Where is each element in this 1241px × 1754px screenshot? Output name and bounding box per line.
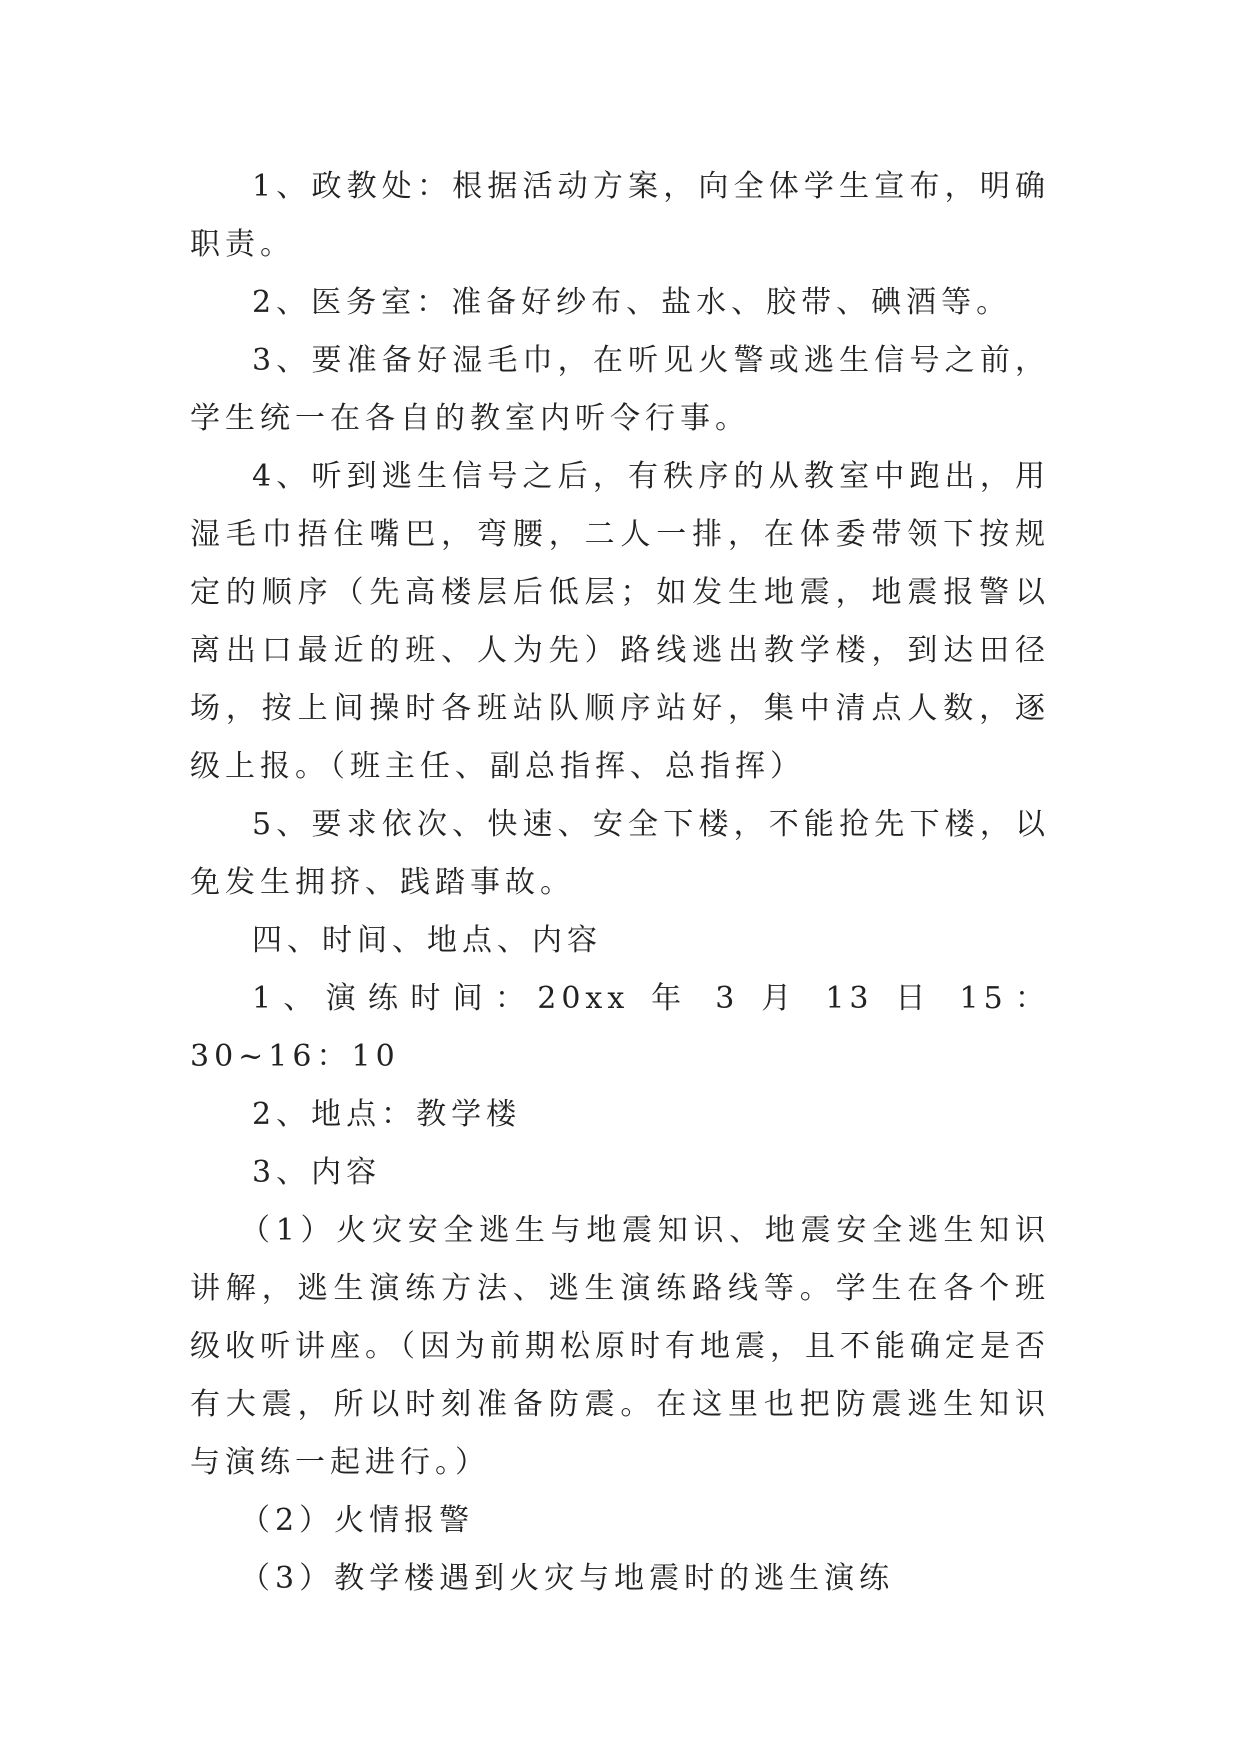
paragraph-safety-requirement: 5、要求依次、快速、安全下楼，不能抢先下楼，以免发生拥挤、践踏事故。: [190, 807, 1050, 900]
paragraph-content-item-3: （3）教学楼遇到火灾与地震时的逃生演练: [240, 1561, 895, 1596]
paragraph-content-item-1: （1）火灾安全逃生与地震知识、地震安全逃生知识讲解，逃生演练方法、逃生演练路线等。学生在各个班级收听讲座。（因为前期松原时有地震，且不能确定是否有大震，所以时刻准备防震。在这里也把防震逃生知识与演练一起进行。）: [190, 1213, 1050, 1480]
paragraph-wet-towel: 3、要准备好湿毛巾，在听见火警或逃生信号之前，学生统一在各自的教室内听令行事。: [190, 343, 1050, 436]
section-heading-time-place-content: 四、时间、地点、内容: [252, 923, 602, 958]
paragraph-drill-time: 1、演练时间：20xx 年 3 月 13 日 15：30~16：10: [190, 981, 1050, 1074]
paragraph-evacuation-order: 4、听到逃生信号之后，有秩序的从教室中跑出，用湿毛巾捂住嘴巴，弯腰，二人一排，在体委带领下按规定的顺序（先高楼层后低层；如发生地震，地震报警以离出口最近的班、人为先）路线逃出教学楼，到达田径场，按上间操时各班站队顺序站好，集中清点人数，逐级上报。（班主任、副总指挥、总指挥）: [190, 459, 1050, 784]
paragraph-content-item-2: （2）火情报警: [240, 1503, 475, 1538]
paragraph-drill-content: 3、内容: [252, 1155, 382, 1190]
paragraph-duty-clinic: 2、医务室：准备好纱布、盐水、胶带、碘酒等。: [252, 285, 1012, 320]
paragraph-drill-place: 2、地点：教学楼: [252, 1097, 522, 1132]
paragraph-duty-political-office: 1、政教处：根据活动方案，向全体学生宣布，明确职责。: [190, 169, 1050, 262]
document-body: [190, 158, 1050, 1608]
